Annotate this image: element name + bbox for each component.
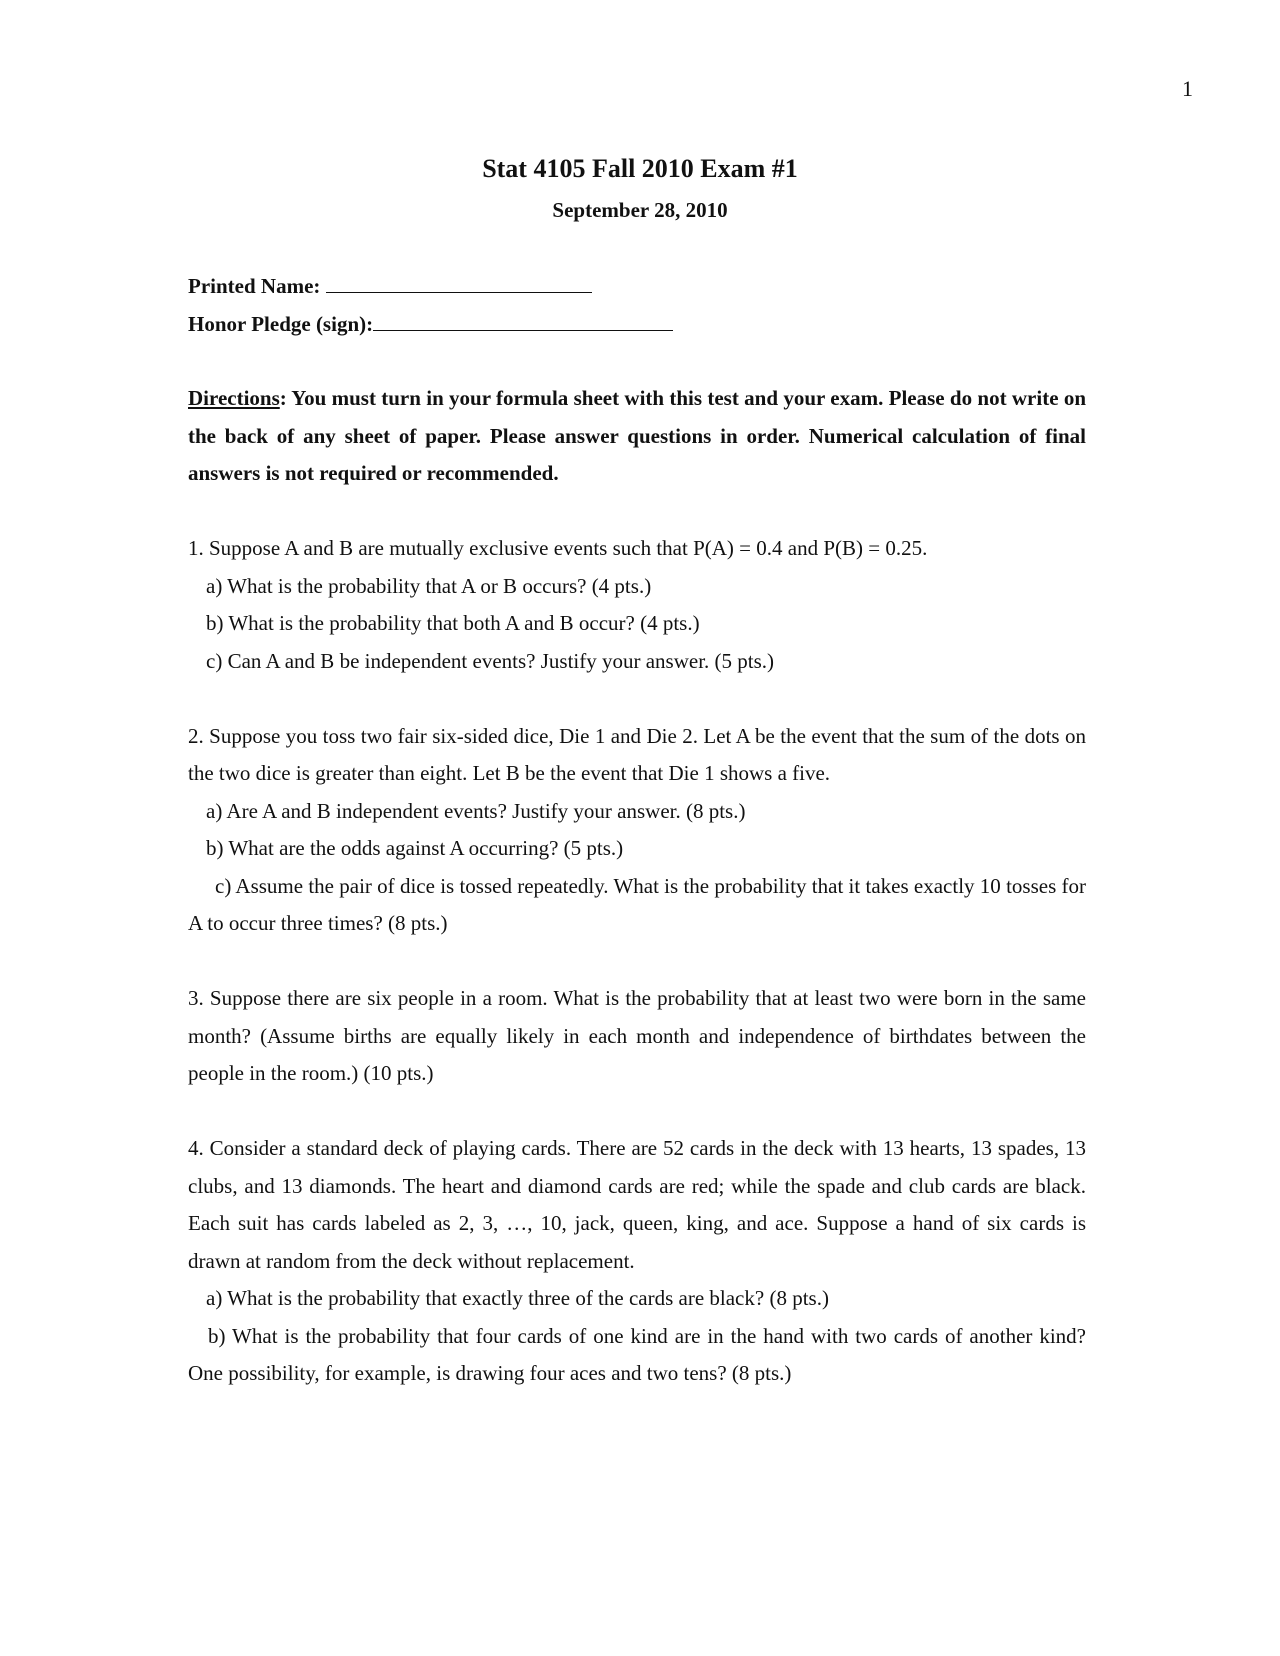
exam-header xyxy=(0,152,1280,224)
question-1-stem: 1. Suppose A and B are mutually exclusive events such that P(A) = 0.4 and P(B) = 0.25. xyxy=(188,536,928,560)
directions-paragraph xyxy=(188,380,1086,493)
question-4-part-b: b) What is the probability that four cards of one kind are in the hand with two cards of another kind? One possibility, for example, is drawing four aces and two tens? (8 pts.) xyxy=(188,1323,1086,1385)
honor-pledge-blank xyxy=(373,308,673,331)
question-1 xyxy=(188,530,1086,680)
question-2-stem: 2. Suppose you toss two fair six-sided dice, Die 1 and Die 2. Let A be the event that the sum of the dots on the two dice is greater than eight. Let B be the event that Die 1 shows a five. xyxy=(188,723,1086,785)
question-3 xyxy=(188,980,1086,1093)
question-2 xyxy=(188,718,1086,943)
question-1-part-b: b) What is the probability that both A and B occur? (4 pts.) xyxy=(206,611,700,635)
directions-label: Directions xyxy=(188,386,280,410)
page-number: 1 xyxy=(1182,76,1193,101)
question-2-part-c: c) Assume the pair of dice is tossed repeatedly. What is the probability that it takes exactly 10 tosses for A to occur three times? (8 pts.) xyxy=(188,873,1086,935)
printed-name-label: Printed Name: xyxy=(188,274,321,298)
printed-name-line xyxy=(188,268,1086,306)
question-2-part-a: a) Are A and B independent events? Justify your answer. (8 pts.) xyxy=(206,798,746,823)
exam-title: Stat 4105 Fall 2010 Exam #1 xyxy=(482,154,798,183)
directions-text: : You must turn in your formula sheet with this test and your exam. Please do not write on the back of any sheet of paper. Please answer questions in order. Numerical calculation of final answers is not required or recommended. xyxy=(188,386,1086,485)
question-4-stem: 4. Consider a standard deck of playing cards. There are 52 cards in the deck with 13 hearts, 13 spades, 13 clubs, and 13 diamonds. The heart and diamond cards are red; while the spade and club cards are black. Each suit has cards labeled as 2, 3, …, 10, jack, queen, king, and ace. Suppose a hand of six cards is drawn at random from the deck without replacement. xyxy=(188,1136,1086,1273)
honor-pledge-label: Honor Pledge (sign): xyxy=(188,311,374,336)
question-4 xyxy=(188,1130,1086,1393)
question-3-stem: 3. Suppose there are six people in a room. What is the probability that at least two were born in the same month? (Assume births are equally likely in each month and independence of birthdates between the people in the room.) (10 pts.) xyxy=(188,986,1086,1085)
question-1-part-a: a) What is the probability that A or B occurs? (4 pts.) xyxy=(206,573,652,598)
question-1-part-c: c) Can A and B be independent events? Justify your answer. (5 pts.) xyxy=(206,648,775,673)
honor-pledge-line xyxy=(188,306,1086,344)
question-4-part-a: a) What is the probability that exactly three of the cards are black? (8 pts.) xyxy=(206,1286,829,1310)
exam-body xyxy=(188,268,1086,1393)
exam-date: September 28, 2010 xyxy=(552,198,728,222)
printed-name-blank xyxy=(326,270,592,293)
question-2-part-b: b) What are the odds against A occurring? (5 pts.) xyxy=(206,836,624,860)
